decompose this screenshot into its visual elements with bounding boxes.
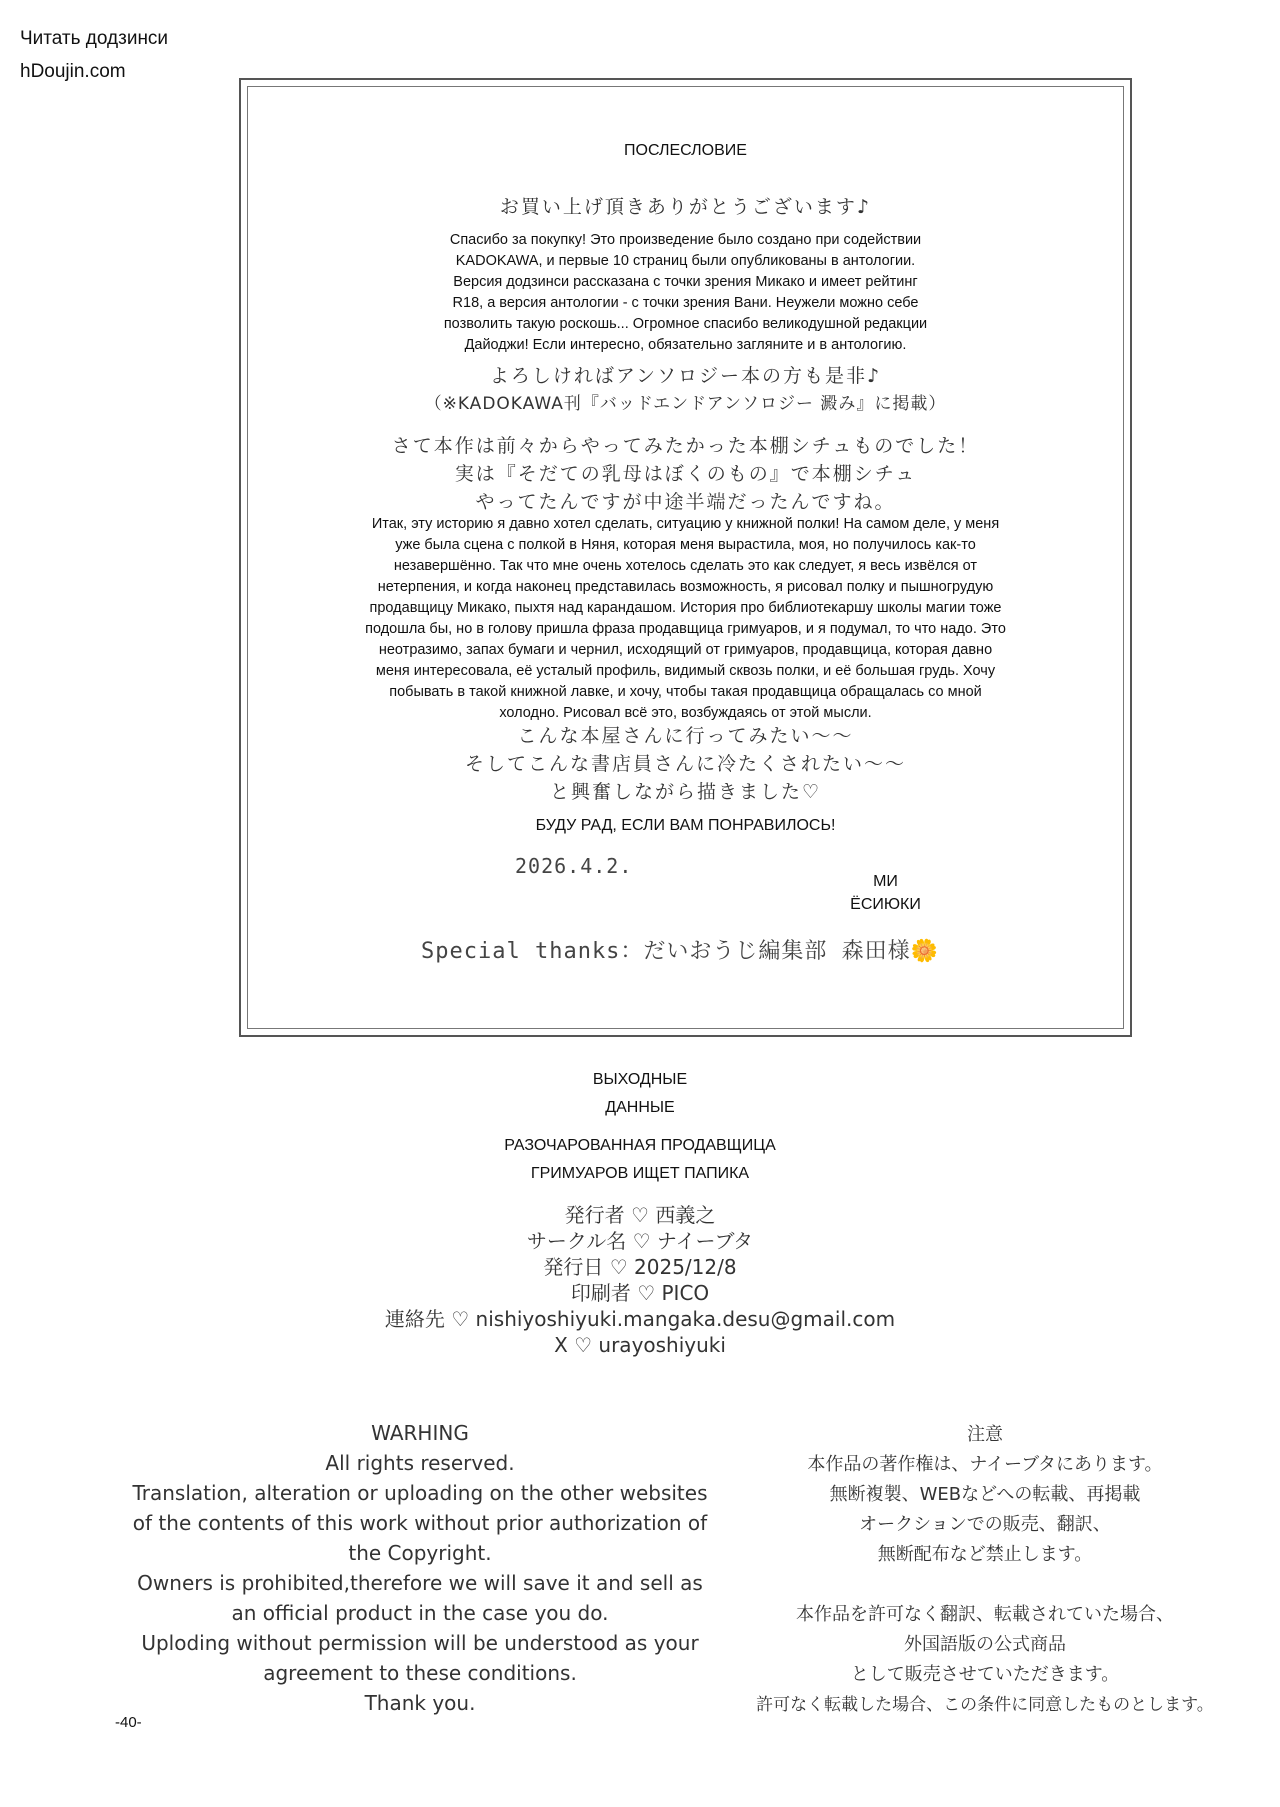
afterword-date: 2026.4.2. [515, 854, 633, 878]
notice-english [100, 1418, 740, 1718]
jp-line: よろしければアンソロジー本の方も是非♪ [489, 365, 882, 387]
afterword-jp-greeting: お買い上げ頂きありがとうございます♪ [499, 196, 872, 218]
notice-jp-line: 無断配布など禁止します。 [877, 1544, 1093, 1565]
ru-p2-line: Итак, эту историю я давно хотел сделать, ситуацию у книжной полки! На самом деле, у меня [371, 516, 1000, 532]
ru-p2-line: продавщицу Микако, пыхтя над карандашом. История про библиотекаршу школы магии тоже [369, 600, 1002, 616]
afterword-ru-paragraph-2 [241, 514, 1130, 724]
afterword-heading: ПОСЛЕСЛОВИЕ [624, 142, 747, 159]
afterword-frame [239, 78, 1132, 1037]
jp-line: 実は『そだての乳母はぼくのもの』で本棚シチュ [454, 463, 917, 485]
colophon-row-publisher: 発行者 ♡ 西義之 [564, 1203, 716, 1227]
colophon-row-printer: 印刷者 ♡ PICO [570, 1281, 710, 1305]
notice-jp-line: 本作品の著作権は、ナイーブタにあります。 [807, 1454, 1163, 1475]
watermark-line-1: Читать додзинси [20, 28, 169, 49]
afterword-jp-block-c [241, 722, 1130, 806]
colophon-title-line-1: ВЫХОДНЫЕ [592, 1071, 688, 1088]
author-line-1: МИ [873, 873, 898, 890]
watermark-line-2: hDoujin.com [20, 61, 126, 82]
ru-p1-line: Версия додзинси рассказана с точки зрения Микако и имеет рейтинг [453, 274, 918, 290]
colophon-rows [0, 1202, 1280, 1358]
ru-p2-line: уже была сцена с полкой в Няня, которая меня вырастила, моя, но получилось как-то [395, 537, 976, 553]
jp-line: （※KADOKAWA刊『バッドエンドアンソロジー 澱み』に掲載） [424, 394, 947, 414]
notice-jp-line: 外国語版の公式商品 [904, 1634, 1066, 1655]
ru-p2-line: нетерпения, и когда наконец представилась возможность, я рисовал полку и пышногрудую [377, 579, 994, 595]
notice-japanese [720, 1420, 1250, 1720]
notice-jp-line: 本作品を許可なく翻訳、転載されていた場合、 [796, 1604, 1174, 1625]
colophon-work-line-1: РАЗОЧАРОВАННАЯ ПРОДАВЩИЦА [504, 1137, 776, 1154]
ru-p2-line: подошла бы, но в голову пришла фраза продавщица гримуаров, и я подумал, то что надо. Это [365, 621, 1006, 637]
ru-p1-line: Спасибо за покупку! Это произведение было создано при содействии [449, 232, 922, 248]
notice-jp-line: 許可なく転載した場合、この条件に同意したものとします。 [756, 1695, 1214, 1715]
notice-en-line: the Copyright. [348, 1541, 492, 1565]
page-number: -40- [115, 1714, 142, 1731]
author-line-2: ЁСИЮКИ [850, 896, 921, 913]
colophon-title-line-2: ДАННЫЕ [605, 1099, 675, 1116]
colophon-row-contact: 連絡先 ♡ nishiyoshiyuki.mangaka.desu@gmail.com [384, 1307, 896, 1331]
colophon-row-date: 発行日 ♡ 2025/12/8 [543, 1255, 737, 1279]
ru-p1-line: Дайоджи! Если интересно, обязательно загляните и в антологию. [464, 337, 907, 353]
notice-en-line: Uploding without permission will be understood as your [141, 1631, 699, 1655]
colophon-work-line-2: ГРИМУАРОВ ИЩЕТ ПАПИКА [530, 1165, 750, 1182]
notice-en-line: Thank you. [364, 1691, 476, 1715]
ru-p1-line: R18, а версия антологии - с точки зрения Вани. Неужели можно себе [452, 295, 919, 311]
notice-jp-line: 無断複製、WEBなどへの転載、再掲載 [829, 1484, 1141, 1505]
colophon-row-circle: サークル名 ♡ ナイーブタ [526, 1229, 754, 1253]
notice-en-line: Owners is prohibited,therefore we will save it and sell as [137, 1571, 703, 1595]
notice-jp-heading: 注意 [967, 1424, 1003, 1445]
afterword-ru-paragraph-1 [241, 230, 1130, 356]
jp-line: こんな本屋さんに行ってみたい～～ [517, 725, 854, 747]
ru-p2-line: побывать в такой книжной лавке, и хочу, чтобы такая продавщица обращалась со мной [389, 684, 982, 700]
ru-p1-line: позволить такую роскошь... Огромное спасибо великодушной редакции [443, 316, 928, 332]
jp-line: そしてこんな書店員さんに冷たくされたい～～ [464, 753, 906, 775]
ru-p2-line: холодно. Рисовал всё это, возбуждаясь от этой мысли. [499, 705, 872, 721]
notice-en-line: an official product in the case you do. [231, 1601, 609, 1625]
colophon-title [0, 1066, 1280, 1122]
colophon [0, 1066, 1280, 1358]
jp-line: やってたんですが中途半端だったんですね。 [475, 491, 896, 513]
notice-en-line: agreement to these conditions. [263, 1661, 577, 1685]
afterword-jp-block-b [241, 432, 1130, 516]
ru-p1-line: KADOKAWA, и первые 10 страниц были опубликованы в антологии. [455, 253, 916, 269]
notice-en-line: All rights reserved. [325, 1451, 515, 1475]
ru-p2-line: неотразимо, запах бумаги и чернил, исходящий от гримуаров, продавщица, которая давно [378, 642, 993, 658]
afterword-author [441, 873, 1280, 914]
colophon-row-x: X ♡ urayoshiyuki [554, 1333, 726, 1357]
notice-en-heading: WARHING [371, 1421, 469, 1445]
afterword-jp-block-a [241, 362, 1130, 418]
notice-jp-line: として販売させていただきます。 [850, 1664, 1120, 1685]
jp-line: と興奮しながら描きました♡ [549, 781, 822, 803]
notice-en-line: Translation, alteration or uploading on the other websites [132, 1481, 708, 1505]
ru-p2-line: незавершённо. Так что мне очень хотелось сделать это как следует, я весь извёлся от [393, 558, 978, 574]
notice-jp-spacer [720, 1570, 1250, 1600]
afterword-special-thanks: Special thanks：だいおうじ編集部 森田様🌼 [421, 939, 940, 964]
jp-line: さて本作は前々からやってみたかった本棚シチュものでした！ [391, 435, 980, 457]
afterword-closing: БУДУ РАД, ЕСЛИ ВАМ ПОНРАВИЛОСЬ! [535, 817, 836, 834]
notice-jp-line: オークションでの販売、翻訳、 [859, 1514, 1111, 1535]
ru-p2-line: меня интересовала, её усталый профиль, видимый сквозь полки, и её большая грудь. Хочу [375, 663, 996, 679]
watermark [20, 22, 168, 88]
notice-en-line: of the contents of this work without prior authorization of [132, 1511, 708, 1535]
colophon-work-title [0, 1132, 1280, 1188]
